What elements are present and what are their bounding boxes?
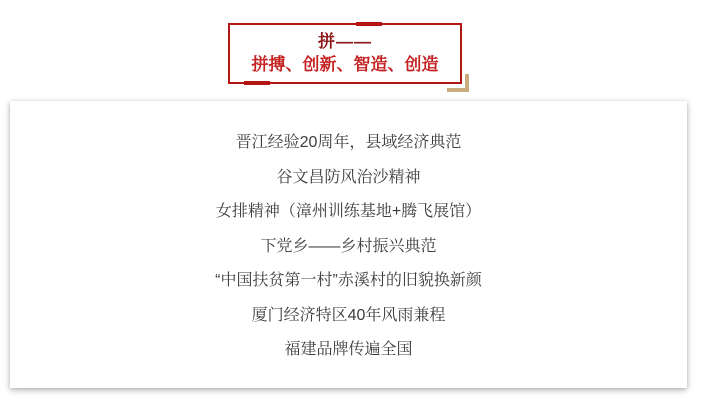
list-item: 女排精神（漳州训练基地+腾飞展馆）	[215, 203, 482, 220]
gold-corner-bracket-icon	[447, 74, 469, 92]
list-item: 下党乡——乡村振兴典范	[260, 237, 437, 255]
list-item: 福建品牌传遍全国	[284, 341, 413, 358]
slogan-box	[228, 23, 462, 84]
slogan-subtitle: 拼搏、创新、智造、创造	[251, 55, 439, 74]
list-item: 谷文昌防风治沙精神	[276, 168, 421, 186]
bottom-dash-accent	[244, 81, 270, 85]
content-card	[10, 101, 687, 388]
list-item: 厦门经济特区40年风雨兼程	[251, 306, 446, 324]
slogan-title: 拼——	[318, 32, 372, 51]
list-item: 晋江经验20周年，县域经济典范	[235, 134, 462, 151]
list-item: “中国扶贫第一村”赤溪村的旧貌换新颜	[215, 272, 482, 289]
topic-list	[10, 101, 687, 368]
top-dash-accent	[356, 22, 382, 26]
